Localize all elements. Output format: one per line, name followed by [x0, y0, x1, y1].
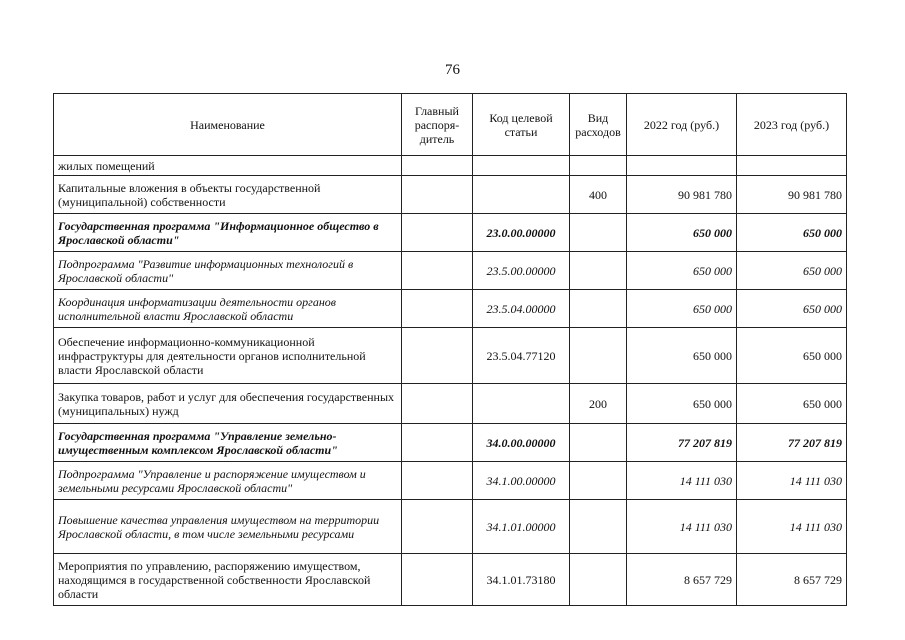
- cell-2023: 90 981 780: [737, 176, 847, 214]
- header-2022: 2022 год (руб.): [627, 94, 737, 156]
- budget-table: [53, 93, 847, 606]
- cell-2023: 650 000: [737, 384, 847, 424]
- cell-2023: 14 111 030: [737, 500, 847, 554]
- cell-code: [473, 176, 570, 214]
- table-row: [54, 176, 847, 214]
- table-row: [54, 214, 847, 252]
- cell-name: Подпрограмма "Управление и распоряжение имуществом и земельными ресурсами Ярославской области": [54, 462, 402, 500]
- cell-type: [570, 214, 627, 252]
- cell-2022: 650 000: [627, 252, 737, 290]
- table-header-row: [54, 94, 847, 156]
- cell-code: 23.5.00.00000: [473, 252, 570, 290]
- cell-code: 23.5.04.00000: [473, 290, 570, 328]
- cell-name: Капитальные вложения в объекты государственной (муниципальной) собственности: [54, 176, 402, 214]
- cell-code: 34.1.01.73180: [473, 554, 570, 606]
- cell-code: [473, 156, 570, 176]
- header-code: Код целевой статьи: [473, 94, 570, 156]
- cell-2023: 650 000: [737, 290, 847, 328]
- cell-2022: 90 981 780: [627, 176, 737, 214]
- cell-code: [473, 384, 570, 424]
- cell-2022: 650 000: [627, 290, 737, 328]
- cell-type: [570, 156, 627, 176]
- cell-manager: [402, 176, 473, 214]
- cell-name: Повышение качества управления имуществом на территории Ярославской области, в том числе земельными ресурсами: [54, 500, 402, 554]
- cell-2023: 77 207 819: [737, 424, 847, 462]
- cell-manager: [402, 424, 473, 462]
- header-manager: Главный распоря-дитель: [402, 94, 473, 156]
- cell-2022: [627, 156, 737, 176]
- cell-name: Координация информатизации деятельности органов исполнительной власти Ярославской области: [54, 290, 402, 328]
- cell-2023: 14 111 030: [737, 462, 847, 500]
- cell-2022: 14 111 030: [627, 500, 737, 554]
- page-number: 76: [445, 62, 460, 78]
- cell-2023: 650 000: [737, 328, 847, 384]
- cell-code: 23.5.04.77120: [473, 328, 570, 384]
- cell-type: [570, 500, 627, 554]
- cell-code: 23.0.00.00000: [473, 214, 570, 252]
- cell-manager: [402, 384, 473, 424]
- cell-type: [570, 462, 627, 500]
- cell-manager: [402, 214, 473, 252]
- header-2023: 2023 год (руб.): [737, 94, 847, 156]
- cell-name: Государственная программа "Управление земельно-имущественным комплексом Ярославской области": [54, 424, 402, 462]
- cell-2022: 650 000: [627, 328, 737, 384]
- cell-code: 34.1.00.00000: [473, 462, 570, 500]
- cell-2023: 8 657 729: [737, 554, 847, 606]
- cell-manager: [402, 156, 473, 176]
- cell-2022: 14 111 030: [627, 462, 737, 500]
- cell-2022: 650 000: [627, 384, 737, 424]
- cell-manager: [402, 290, 473, 328]
- header-type: Вид расходов: [570, 94, 627, 156]
- table-row: [54, 462, 847, 500]
- table-row: [54, 290, 847, 328]
- cell-manager: [402, 328, 473, 384]
- cell-name: Мероприятия по управлению, распоряжению имуществом, находящимся в государственной собственности Ярославской области: [54, 554, 402, 606]
- table-row: [54, 424, 847, 462]
- cell-name: Подпрограмма "Развитие информационных технологий в Ярославской области": [54, 252, 402, 290]
- cell-type: [570, 328, 627, 384]
- cell-name: Закупка товаров, работ и услуг для обеспечения государственных (муниципальных) нужд: [54, 384, 402, 424]
- table-row: [54, 252, 847, 290]
- table-row: [54, 554, 847, 606]
- cell-code: 34.0.00.00000: [473, 424, 570, 462]
- cell-manager: [402, 554, 473, 606]
- table-row: [54, 500, 847, 554]
- cell-2023: 650 000: [737, 214, 847, 252]
- cell-name: Государственная программа "Информационное общество в Ярославской области": [54, 214, 402, 252]
- cell-name: жилых помещений: [54, 156, 402, 176]
- cell-type: [570, 290, 627, 328]
- cell-2023: 650 000: [737, 252, 847, 290]
- cell-code: 34.1.01.00000: [473, 500, 570, 554]
- cell-type: 400: [570, 176, 627, 214]
- cell-type: [570, 252, 627, 290]
- cell-type: [570, 424, 627, 462]
- cell-2023: [737, 156, 847, 176]
- cell-name: Обеспечение информационно-коммуникационной инфраструктуры для деятельности органов исполнительной власти Ярославской области: [54, 328, 402, 384]
- table-row: [54, 328, 847, 384]
- cell-2022: 8 657 729: [627, 554, 737, 606]
- cell-manager: [402, 462, 473, 500]
- table-row: [54, 384, 847, 424]
- cell-type: 200: [570, 384, 627, 424]
- cell-2022: 77 207 819: [627, 424, 737, 462]
- table-row: [54, 156, 847, 176]
- cell-type: [570, 554, 627, 606]
- header-name: Наименование: [54, 94, 402, 156]
- cell-manager: [402, 500, 473, 554]
- cell-manager: [402, 252, 473, 290]
- cell-2022: 650 000: [627, 214, 737, 252]
